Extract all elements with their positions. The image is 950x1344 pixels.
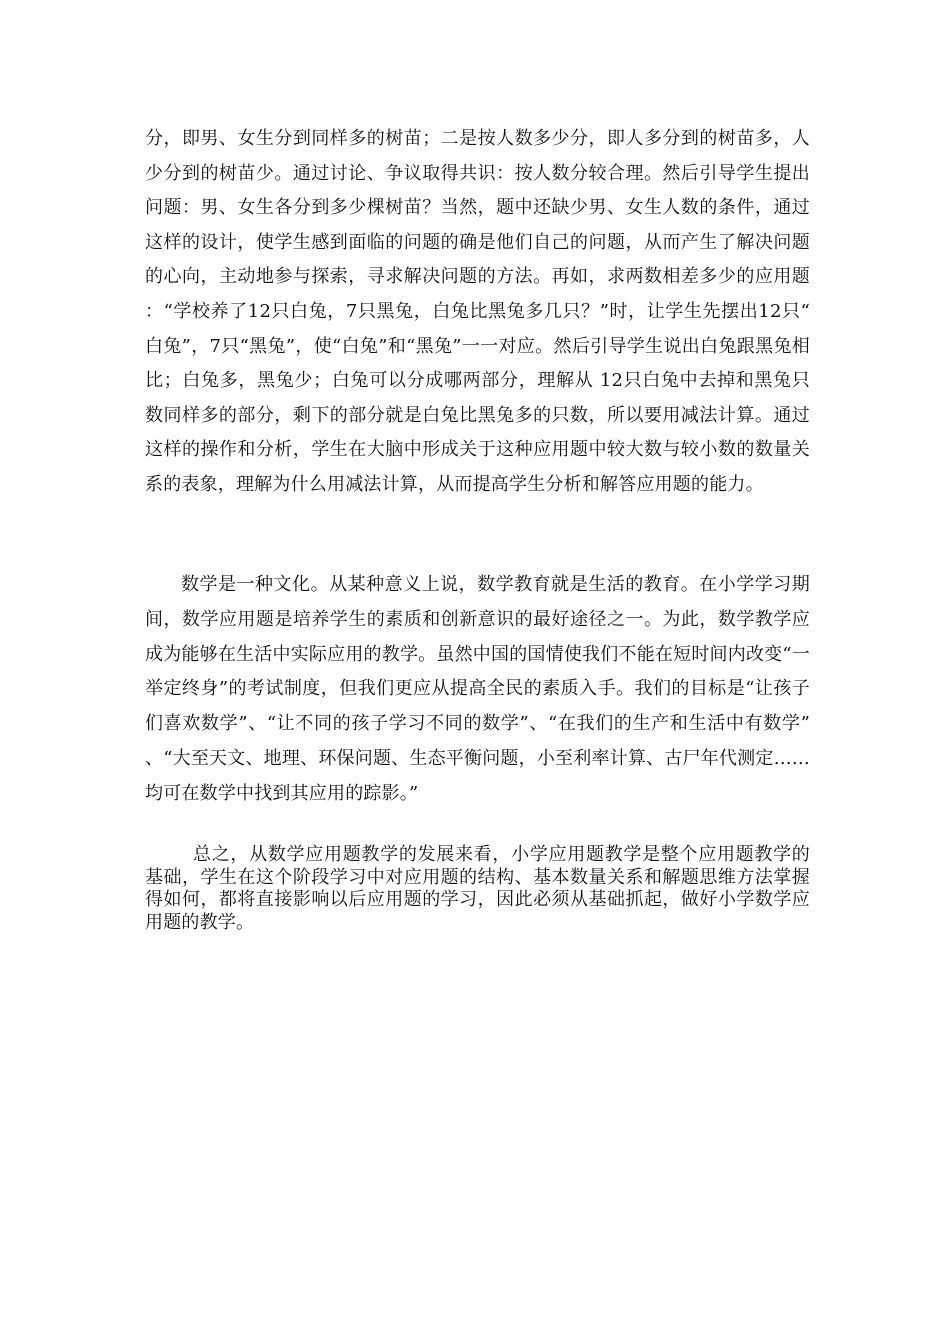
body-paragraph-1: 分，即男、女生分到同样多的树苗；二是按人数多少分，即人多分到的树苗多，人少分到的树苗少。通过讨论、争议取得共识：按人数分较合理。然后引导学生提出问题：男、女生各分到多少棵树苗？当然，题中还缺少男、女生人数的条件，通过这样的设计，使学生感到面临的问题的确是他们自己的问题，从而产生了解决问题的心向，主动地参与探索，寻求解决问题的方法。再如，求两数相差多少的应用题：“学校养了12只白兔，7只黑兔，白兔比黑兔多几只？”时，让学生先摆出12只“白兔”，7只“黑兔”，使“白兔”和“黑兔”一一对应。然后引导学生说出白兔跟黑兔相比；白兔多，黑兔少；白兔可以分成哪两部分，理解从 12只白兔中去掉和黑兔只数同样多的部分，剩下的部分就是白兔比黑兔多的只数，所以要用减法计算。通过这样的操作和分析，学生在大脑中形成关于这种应用题中较大数与较小数的数量关系的表象，理解为什么用减法计算，从而提高学生分析和解答应用题的能力。 [145, 128, 810, 495]
body-paragraph-3: 总之，从数学应用题教学的发展来看，小学应用题教学是整个应用题教学的基础，学生在这个阶段学习中对应用题的结构、基本数量关系和解题思维方法掌握得如何，都将直接影响以后应用题的学习，因此必须从基础抓起，做好小学数学应用题的教学。 [145, 844, 810, 933]
body-paragraph-2: 数学是一种文化。从某种意义上说，数学教育就是生活的教育。在小学学习期间，数学应用题是培养学生的素质和创新意识的最好途径之一。为此，数学教学应成为能够在生活中实际应用的教学。虽然中国的国情使我们不能在短时间内改变“一举定终身”的考试制度，但我们更应从提高全民的素质入手。我们的目标是“让孩子们喜欢数学”、“让不同的孩子学习不同的数学”、“在我们的生产和生活中有数学”、“大至天文、地理、环保问题、生态平衡问题，小至利率计算、古尸年代测定……均可在数学中找到其应用的踪影。” [145, 574, 810, 804]
